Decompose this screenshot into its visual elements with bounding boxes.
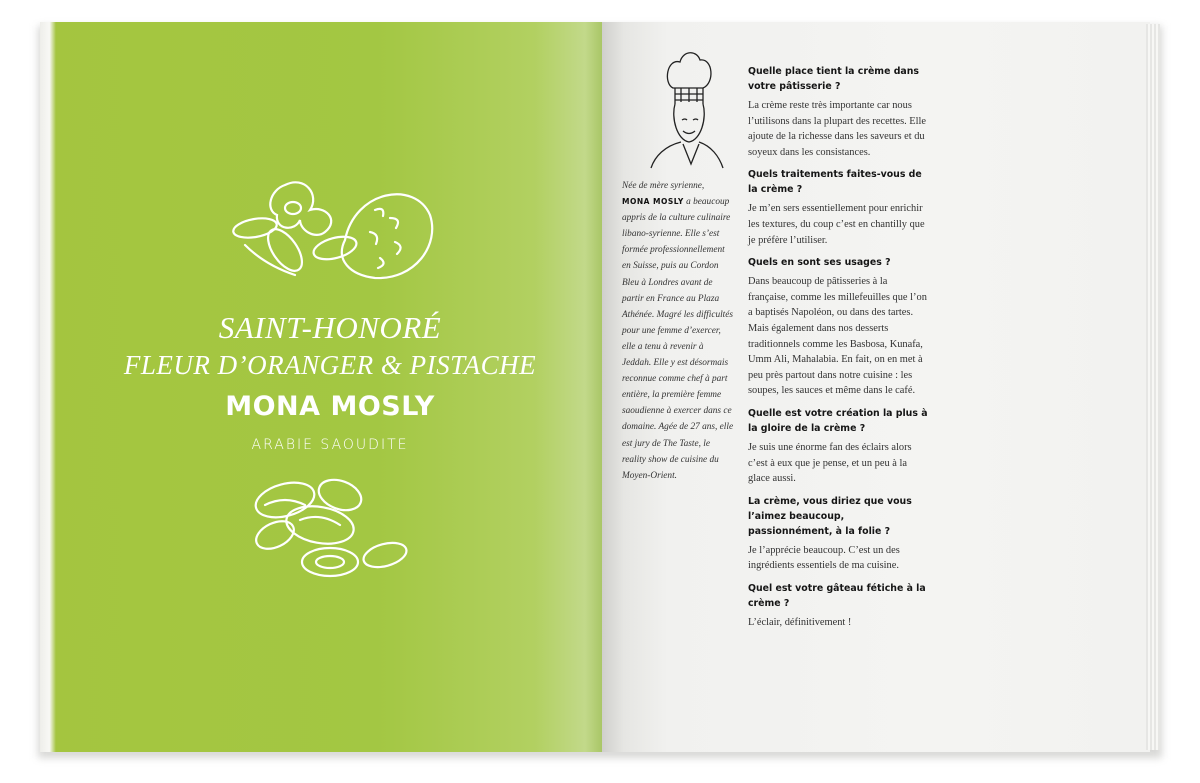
recipe-subtitle: FLEUR D’ORANGER & PISTACHE xyxy=(123,350,537,380)
question: Quelle est votre création la plus à la gloire de la crème ? xyxy=(748,407,928,434)
question: Quelle place tient la crème dans votre pâtisserie ? xyxy=(748,66,919,92)
answer: Je l’apprécie beaucoup. C’est un des ingrédients essentiels de ma cuisine. xyxy=(748,544,900,572)
bio-name: MONA MOSLY xyxy=(622,197,684,207)
chef-portrait-illustration xyxy=(645,48,725,173)
answer: Je m’en sers essentiellement pour enrichir les textures, du coup c’est en chantilly que je préfère l’utiliser. xyxy=(748,203,925,246)
question: Quels traitements faites-vous de la crème ? xyxy=(748,169,922,196)
country: ARABIE SAOUDITE xyxy=(251,437,409,453)
chef-bio xyxy=(622,178,734,484)
left-page xyxy=(40,22,602,752)
question: La crème, vous diriez que vous l’aimez beaucoup, passionnément, à la folie ? xyxy=(748,495,912,537)
recipe-title: SAINT-HONORÉ xyxy=(218,310,442,345)
answer: La crème reste très importante car nous l’utilisons dans la plupart des recettes. Elle ajoute de la richesse dans les saveurs et du soyeux dans les consistances. xyxy=(748,100,927,158)
bio-text: a beaucoup appris de la culture culinaire libano-syrienne. Elle s’est formée professionnellement en Suisse, puis au Cordon Bleu à Londres avant de partir en France au Plaza Athénée. Magré les difficultés pour une femme d’exercer, elle a tenu à revenir à Jeddah. Elle y est désormais reconnue comme chef à part entière, la première femme saoudienne à exercer dans ce domaine. Agée de 27 ans, elle est jury de The Taste, le reality show de cuisine du Moyen-Orient. xyxy=(622,197,734,481)
answer: Dans beaucoup de pâtisseries à la française, comme les millefeuilles que l’on a baptisés Napoléon, ou dans des tartes. Mais également dans nos desserts traditionnels comme les Basbosa, Kunafa, Umm Ali, Mahalabia. En fait, on en met à peu près partout dans notre cuisine : les soupes, les sauces et même dans le café. xyxy=(748,276,927,397)
right-page-edge xyxy=(1146,24,1160,750)
chef-name: MONA MOSLY xyxy=(225,391,435,422)
answer: L’éclair, définitivement ! xyxy=(748,616,852,628)
pistachio-illustration xyxy=(245,470,425,590)
orange-blossom-illustration xyxy=(225,170,445,300)
left-page-edge xyxy=(40,22,56,752)
interview xyxy=(748,64,930,637)
answer: Je suis une énorme fan des éclairs alors c’est à eux que je pense, et un peu à la glace aussi. xyxy=(748,441,912,485)
question: Quel est votre gâteau fétiche à la crème ? xyxy=(748,582,926,609)
bio-intro: Née de mère syrienne, xyxy=(622,181,705,191)
question: Quels en sont ses usages ? xyxy=(748,257,891,269)
